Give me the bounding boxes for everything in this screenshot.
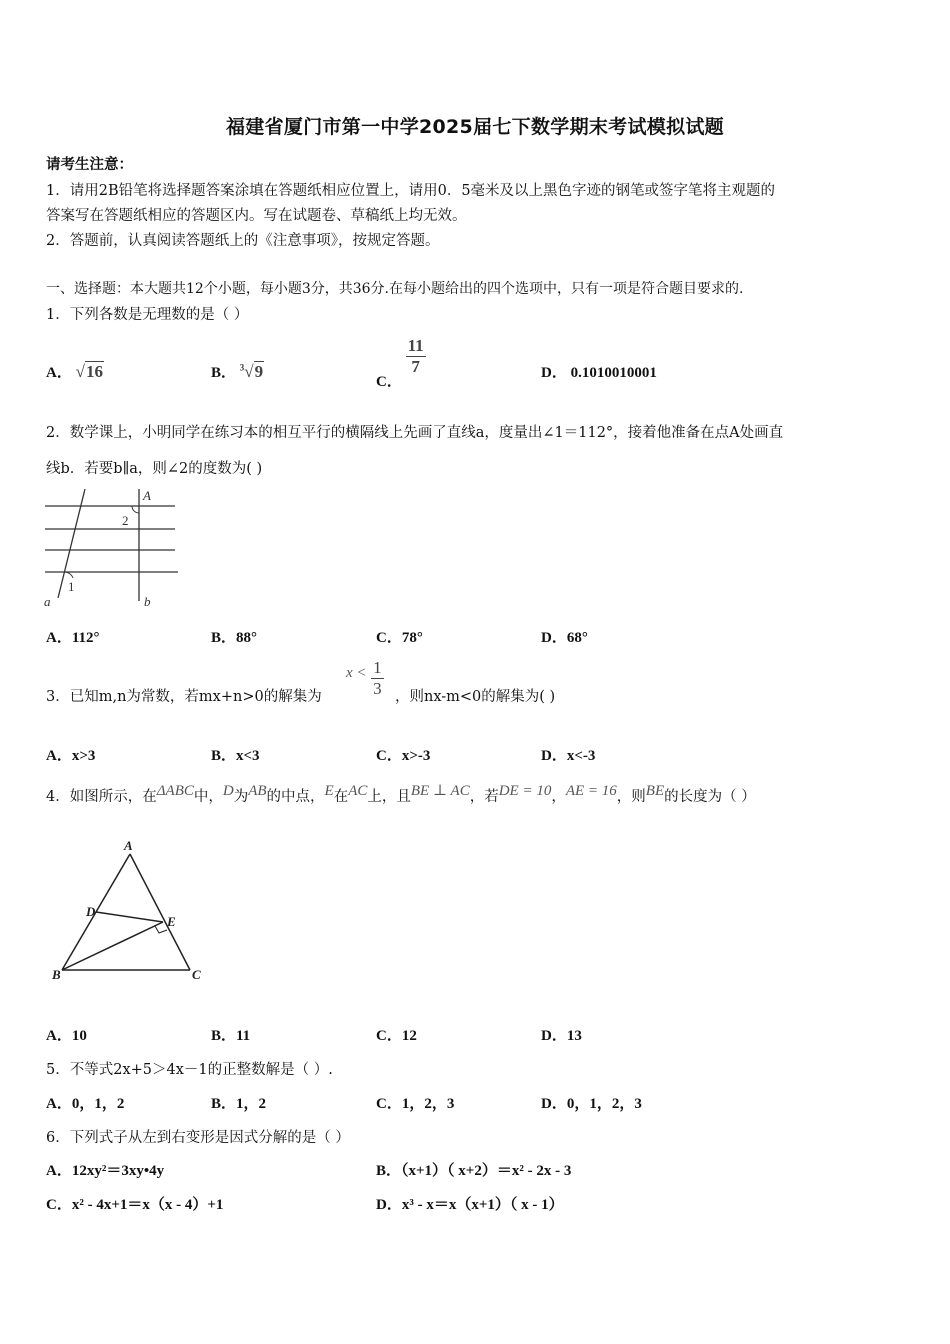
q2-parallel-lines-figure <box>40 486 185 614</box>
q4-text-4: 的中点， <box>266 789 325 805</box>
q1-option-b[interactable] <box>211 361 264 382</box>
q6-option-c[interactable]: C．x² - 4x+1＝x（x - 4）+1 <box>46 1197 224 1213</box>
q4-segment-BE <box>62 922 163 970</box>
q1-a-radicand: 16 <box>85 362 103 381</box>
q1-option-c[interactable] <box>376 336 426 390</box>
q4-text-9: ，则 <box>616 789 646 805</box>
q3-option-a[interactable]: A．x>3 <box>46 748 96 764</box>
q5-option-b[interactable]: B．1，2 <box>211 1096 267 1112</box>
q4-math-perp: BE ⊥ AC <box>410 783 470 799</box>
q2-stem-line-2: 线b．若要b∥a，则∠2的度数为( ) <box>46 461 263 477</box>
q1-b-label: B． <box>211 365 237 381</box>
q5-option-c[interactable]: C．1，2，3 <box>376 1096 455 1112</box>
q4-side-AC <box>130 854 190 970</box>
q5-stem: 5．不等式2x+5＞4x－1的正整数解是（ ）. <box>46 1062 333 1078</box>
q4-text-8: ， <box>551 789 566 805</box>
q1-a-sqrt: √16 <box>75 362 103 381</box>
q4-label-C: C <box>192 967 201 982</box>
q4-math-triangle: ΔABC <box>156 783 194 799</box>
q6-option-b[interactable]: B．（x+1）（ x+2）＝x² - 2x - 3 <box>376 1163 572 1179</box>
q1-c-label: C． <box>376 373 402 390</box>
notice-line-3: 2．答题前，认真阅读答题纸上的《注意事项》，按规定答题。 <box>46 233 440 249</box>
q1-a-label: A． <box>46 365 72 381</box>
notice-heading: 请考生注意： <box>46 156 133 173</box>
q1-d-text: 0.1010010001 <box>570 365 657 381</box>
q2-label-A: A <box>143 488 151 503</box>
q4-right-angle-mark <box>155 926 167 933</box>
q1-option-d[interactable] <box>541 361 657 382</box>
q3-frac-den: 3 <box>373 679 382 698</box>
q3-option-c[interactable]: C．x>-3 <box>376 748 431 764</box>
q2-option-c[interactable]: C．78° <box>376 630 423 646</box>
q4-label-A: A <box>124 838 133 853</box>
q4-stem <box>46 784 756 810</box>
q4-text-6: 上，且 <box>367 789 411 805</box>
q4-text-1: 4．如图所示，在 <box>46 789 157 805</box>
q2-label-b: b <box>144 594 151 609</box>
q1-b-radicand: 9 <box>254 362 264 381</box>
q3-option-b[interactable]: B．x<3 <box>211 748 260 764</box>
q2-label-2: 2 <box>122 513 129 528</box>
q4-text-7: ，若 <box>469 789 499 805</box>
q1-stem: 1．下列各数是无理数的是（ ） <box>46 307 249 323</box>
q4-triangle-figure <box>50 836 210 986</box>
q3-frac-num: 1 <box>373 658 382 677</box>
q2-label-a: a <box>44 594 51 609</box>
q2-option-a[interactable]: A．112° <box>46 630 100 646</box>
q2-angle-2-arc <box>132 506 139 513</box>
q4-math-E: E <box>324 783 334 799</box>
q6-option-d[interactable]: D．x³ - x＝x（x+1）（ x - 1） <box>376 1197 564 1213</box>
q3-stem-pre: 3．已知m,n为常数，若mx+n>0的解集为 <box>46 689 322 705</box>
q4-label-B: B <box>52 967 61 982</box>
q1-d-label: D． <box>541 365 567 381</box>
q6-option-a[interactable]: A．12xy²＝3xy•4y <box>46 1163 165 1179</box>
q1-b-cuberoot: $^3$√9 <box>239 362 264 381</box>
q4-math-BE: BE <box>645 783 665 799</box>
q4-text-5: 在 <box>333 789 349 805</box>
notice-line-1: 1．请用2B铅笔将选择题答案涂填在答题纸相应位置上，请用0．5毫米及以上黑色字迹的钢笔或签字笔将主观题的 <box>46 183 776 199</box>
q3-inequality <box>346 658 384 708</box>
q4-label-D: D <box>86 904 96 919</box>
q5-option-d[interactable]: D．0，1，2，3 <box>541 1096 642 1112</box>
q1-b-index: 3 <box>239 362 245 373</box>
q4-text-3: 为 <box>233 789 249 805</box>
section-heading: 一、选择题：本大题共12个小题，每小题3分，共36分.在每小题给出的四个选项中，只有一项是符合题目要求的. <box>46 281 744 297</box>
q4-math-AE: AE = 16 <box>565 783 617 799</box>
notice-line-2: 答案写在答题纸相应的答题区内。写在试题卷、草稿纸上均无效。 <box>46 208 467 224</box>
q4-option-c[interactable]: C．12 <box>376 1028 417 1044</box>
q1-option-a[interactable] <box>46 361 104 382</box>
q4-text-2: 中， <box>193 789 223 805</box>
page-title: 福建省厦门市第一中学2025届七下数学期末考试模拟试题 <box>226 116 724 138</box>
q4-math-AC: AC <box>348 783 368 799</box>
q3-stem-post: ，则nx-m<0的解集为( ) <box>395 689 556 705</box>
q2-label-1: 1 <box>68 579 75 594</box>
q4-math-AB: AB <box>248 783 267 799</box>
q3-fraction <box>371 658 384 699</box>
q2-option-b[interactable]: B．88° <box>211 630 258 646</box>
q4-text-10: 的长度为（ ） <box>664 789 756 805</box>
q4-math-D: D <box>222 783 234 799</box>
q1-c-den: 7 <box>411 357 420 376</box>
q2-option-d[interactable]: D．68° <box>541 630 588 646</box>
q1-c-num: 11 <box>407 336 424 355</box>
q4-math-DE: DE = 10 <box>498 783 552 799</box>
q4-label-E: E <box>167 914 176 929</box>
q4-segment-DE <box>96 912 163 922</box>
q6-stem: 6．下列式子从左到右变形是因式分解的是（ ） <box>46 1130 350 1146</box>
q2-angle-1-arc <box>64 572 73 578</box>
q2-stem-line-1: 2．数学课上，小明同学在练习本的相互平行的横隔线上先画了直线a，度量出∠1＝112°，接着他准备在点A处画直 <box>46 425 784 441</box>
q4-option-b[interactable]: B．11 <box>211 1028 251 1044</box>
q4-option-a[interactable]: A．10 <box>46 1028 87 1044</box>
q4-option-d[interactable]: D．13 <box>541 1028 582 1044</box>
q3-ineq-lhs: x < <box>346 664 367 681</box>
q5-option-a[interactable]: A．0，1，2 <box>46 1096 125 1112</box>
q1-c-fraction <box>406 336 426 377</box>
q3-option-d[interactable]: D．x<-3 <box>541 748 596 764</box>
